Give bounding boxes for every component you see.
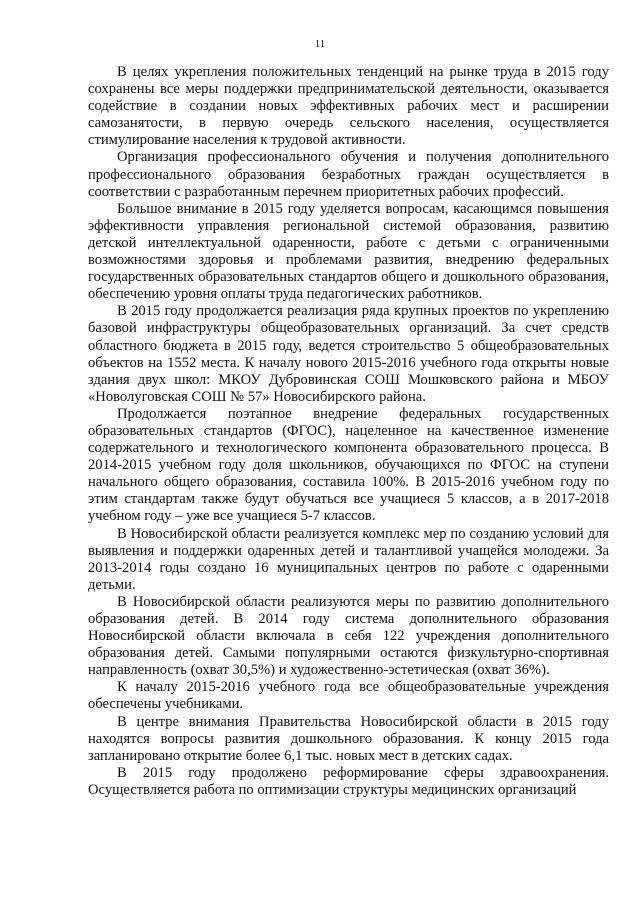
document-body <box>88 64 609 799</box>
paragraph-professional-training: Организация профессионального обучения и получения дополнительного профессионального образования безработных граждан осуществляется в соответствии с разработанным перечнем приоритетных рабочих профессий. <box>88 149 609 200</box>
paragraph-preschool-education: В центре внимания Правительства Новосибирской области в 2015 году находятся вопросы развития дошкольного образования. К концу 2015 года запланировано открытие более 6,1 тыс. новых мест в детских садах. <box>88 713 609 764</box>
paragraph-textbooks: К началу 2015-2016 учебного года все общеобразовательные учреждения обеспечены учебниками. <box>88 679 609 713</box>
paragraph-fgos-standards: Продолжается поэтапное внедрение федеральных государственных образовательных стандартов (ФГОС), нацеленное на качественное изменение содержательного и технологического компонента образовательного процесса. В 2014-2015 учебном году доля школьников, обучающихся по ФГОС на ступени начального общего образования, составила 100%. В 2015-2016 учебном году по этим стандартам также будут обучаться все учащиеся 5 классов, а в 2017-2018 учебном году – уже все учащиеся 5-7 классов. <box>88 405 609 525</box>
paragraph-labor-market: В целях укрепления положительных тенденций на рынке труда в 2015 году сохранены все меры поддержки предпринимательской деятельности, оказывается содействие в создании новых эффективных рабочих мест и расширении самозанятости, в первую очередь сельского населения, осуществляется стимулирование населения к трудовой активности. <box>88 64 609 149</box>
paragraph-gifted-children: В Новосибирской области реализуется комплекс мер по созданию условий для выявления и поддержки одаренных детей и талантливой учащейся молодежи. За 2013-2014 годы создано 16 муниципальных центров по работе с одаренными детьми. <box>88 525 609 593</box>
page-number: 11 <box>314 38 326 50</box>
paragraph-school-infrastructure: В 2015 году продолжается реализация ряда крупных проектов по укреплению базовой инфраструктуры общеобразовательных организаций. За счет средств областного бюджета в 2015 году, ведется строительство 5 общеобразовательных объектов на 1552 места. К началу нового 2015-2016 учебного года открыты новые здания двух школ: МКОУ Дубровинская СОШ Мошковского района и МБОУ «Новолуговская СОШ № 57» Новосибирского района. <box>88 303 609 405</box>
paragraph-education-management: Большое внимание в 2015 году уделяется вопросам, касающимся повышения эффективности управления региональной системой образования, развитию детской интеллектуальной одаренности, работе с детьми с ограниченными возможностями здоровья и проблемами развития, внедрению федеральных государственных образовательных стандартов общего и дошкольного образования, обеспечению уровня оплаты труда педагогических работников. <box>88 200 609 303</box>
paragraph-additional-education: В Новосибирской области реализуются меры по развитию дополнительного образования детей. В 2014 году система дополнительного образования Новосибирской области включала в себя 122 учреждения дополнительного образования детей. Самыми популярными остаются физкультурно-спортивная направленность (охват 30,5%) и художественно-эстетическая (охват 36%). <box>88 593 609 679</box>
paragraph-healthcare-reform: В 2015 году продолжено реформирование сферы здравоохранения. Осуществляется работа по оптимизации структуры медицинских организаций <box>88 764 609 798</box>
